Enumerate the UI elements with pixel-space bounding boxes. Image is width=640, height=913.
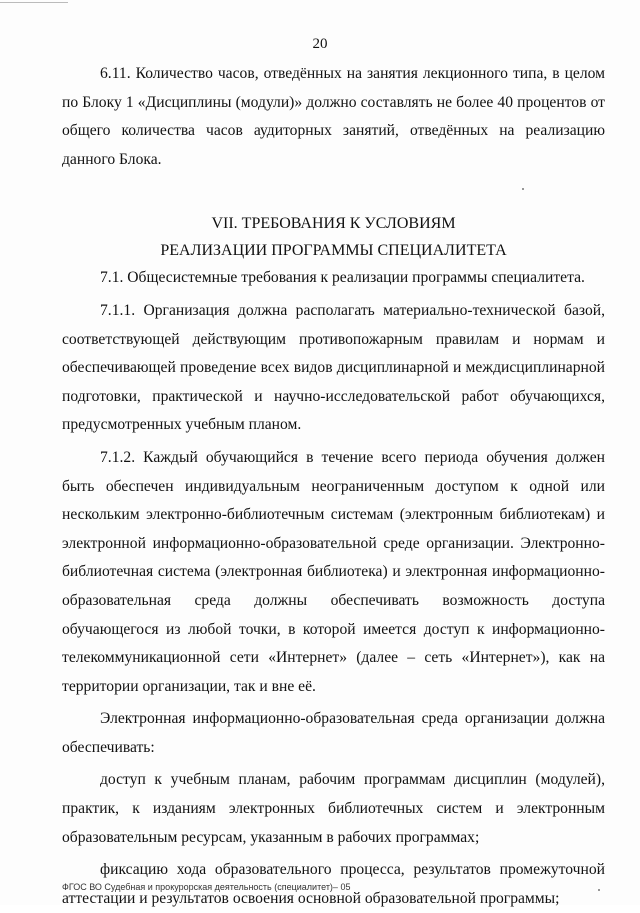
scan-edge-mark xyxy=(0,2,68,3)
scan-speck xyxy=(522,188,524,190)
paragraph-access: доступ к учебным планам, рабочим программам дисциплин (модулей), практик, к изданиям электронных библиотечных систем и электронным образовательным ресурсам, указанным в рабочих программах; xyxy=(62,771,605,846)
paragraph-fixation: фиксацию хода образовательного процесса, результатов промежуточной аттестации и результатов освоения основной образовательной программы; xyxy=(62,861,605,907)
footer-note: ФГОС ВО Судебная и прокурорская деятельность (специалитет)– 05 xyxy=(62,882,351,892)
paragraph-7-1: 7.1. Общесистемные требования к реализации программы специалитета. xyxy=(100,269,585,287)
paragraph-7-1-1: 7.1.1. Организация должна располагать материально-технической базой, соответствующей действующим противопожарным правилам и нормам и обеспечивающей проведение всех видов дисциплинарной и междисциплинарной подготовки, практической и научно-исследовательской работ обучающихся, предусмотренных учебным планом. xyxy=(62,301,605,434)
section-heading-line-1: VII. ТРЕБОВАНИЯ К УСЛОВИЯМ xyxy=(211,215,456,233)
paragraph-eios: Электронная информационно-образовательная среда организации должна обеспечивать: xyxy=(62,710,605,756)
section-heading-line-2: РЕАЛИЗАЦИИ ПРОГРАММЫ СПЕЦИАЛИТЕТА xyxy=(160,242,507,260)
paragraph-6-11: 6.11. Количество часов, отведённых на занятия лекционного типа, в целом по Блоку 1 «Дисциплины (модули)» должно составлять не более 40 процентов от общего количества часов аудиторных занятий, отведённых на реализацию данного Блока. xyxy=(62,65,605,168)
page-number: 20 xyxy=(312,36,328,52)
paragraph-7-1-2: 7.1.2. Каждый обучающийся в течение всего периода обучения должен быть обеспечен индивидуальным неограниченным доступом к одной или нескольким электронно-библиотечным системам (электронным библиотекам) и электронной информационно-образовательной среде организации. Электронно-библиотечная система (электронная библиотека) и электронная информационно-образовательная среда должны обеспечивать возможность доступа обучающегося из любой точки, в которой имеется доступ к информационно-телекоммуникационной сети «Интернет» (далее – сеть «Интернет»), как на территории организации, так и вне её. xyxy=(62,448,605,695)
scan-speck xyxy=(598,889,600,891)
